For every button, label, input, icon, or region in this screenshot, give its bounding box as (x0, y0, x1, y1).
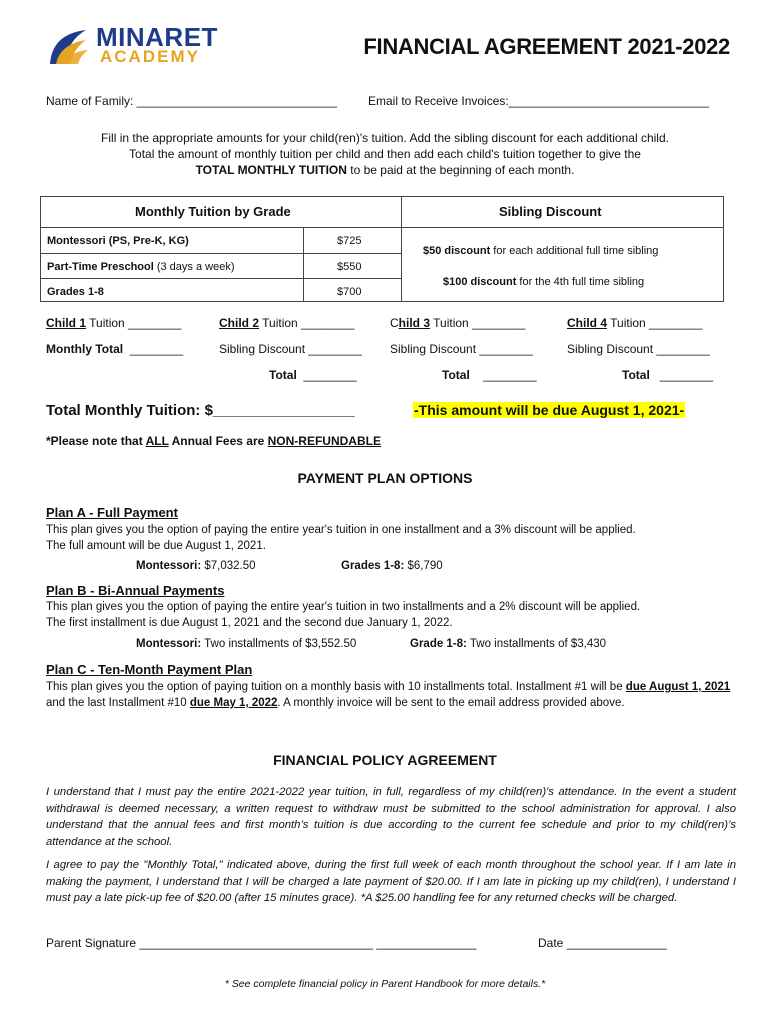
grade-row-montessori: Montessori (PS, Pre-K, KG) (47, 235, 189, 247)
policy-paragraph-2: I agree to pay the "Monthly Total," indicated above, during the first full week of each month throughout the school year. If I am late in making the payment, I understand that I will be charged a late payment of $20.00. If I am late in picking up my child(ren), I understand I must pay a late pick-up fee of $20.00 (after 15 minutes grace). *A $25.00 handling fee for any returned checks will be charged. (46, 859, 736, 904)
parent-signature-field[interactable]: Parent Signature ___________________________________ _______________ (46, 936, 477, 950)
plan-b-montessori: Montessori: Two installments of $3,552.50 (136, 638, 357, 650)
price-preschool: $550 (337, 261, 362, 273)
child-4-total[interactable]: Total ________ (622, 368, 714, 382)
email-field[interactable]: Email to Receive Invoices:______________________________ (368, 94, 709, 108)
academy-logo (46, 24, 236, 68)
plan-b-title: Plan B - Bi-Annual Payments (46, 583, 225, 598)
policy-paragraph-1: I understand that I must pay the entire 2021-2022 year tuition, in full, regardless of my child(ren)'s attendance. In the event a student withdrawal is deemed necessary, a written request to withdraw must be submitted to the school administration for approval. I also understand that the annual fees and first month’s tuition is due according to the current fee schedule and prior to my child(ren)’s attendance at the school. (46, 786, 736, 848)
grade-row-grades: Grades 1-8 (47, 286, 104, 298)
plan-b-text: This plan gives you the option of paying the entire year's tuition in two installments and a 2% discount will be applied. The first installment is due August 1, 2021 and the second due January 1, 2022. (46, 601, 641, 629)
intro-bold: TOTAL MONTHLY TUITION (195, 163, 347, 177)
payment-plan-title: PAYMENT PLAN OPTIONS (297, 470, 473, 486)
date-field[interactable]: Date _______________ (538, 936, 667, 950)
intro-line-2: Total the amount of monthly tuition per child and then add each child's tuition together to give the (129, 147, 641, 161)
page-title: FINANCIAL AGREEMENT 2021-2022 (363, 34, 730, 59)
discount-2: $100 discount for the 4th full time sibling (443, 276, 645, 288)
intro-line-1: Fill in the appropriate amounts for your child(ren)'s tuition. Add the sibling discount for each additional child. (101, 131, 669, 145)
logo-line-2: ACADEMY (100, 47, 200, 66)
footer-note: * See complete financial policy in Parent Handbook for more details.* (224, 978, 546, 990)
price-grades: $700 (337, 286, 362, 298)
plan-b-grades: Grade 1-8: Two installments of $3,430 (410, 638, 607, 650)
child-4-tuition[interactable]: Child 4 Tuition ________ (567, 316, 703, 330)
monthly-total-field[interactable]: Monthly Total ________ (46, 342, 184, 356)
discount-1: $50 discount for each additional full time sibling (423, 245, 659, 257)
intro-line-3 (40, 162, 730, 178)
plan-a-montessori: Montessori: $7,032.50 (136, 560, 256, 572)
plan-a-grades: Grades 1-8: $6,790 (341, 560, 443, 572)
child-2-tuition[interactable]: Child 2 Tuition ________ (219, 316, 355, 330)
child-3-tuition[interactable]: Child 3 Tuition ________ (390, 316, 526, 330)
child-2-sibling-discount[interactable]: Sibling Discount ________ (219, 342, 362, 356)
non-refundable-note: *Please note that ALL Annual Fees are NON-REFUNDABLE (46, 434, 381, 448)
tuition-table (40, 196, 724, 302)
child-3-sibling-discount[interactable]: Sibling Discount ________ (390, 342, 533, 356)
sibling-header: Sibling Discount (499, 204, 602, 219)
financial-policy-title: FINANCIAL POLICY AGREEMENT (273, 752, 497, 768)
logo-line-1: MINARET (96, 22, 218, 52)
child-1-tuition[interactable]: Child 1 Tuition ________ (46, 316, 182, 330)
total-monthly-tuition-field[interactable]: Total Monthly Tuition: $_________________ (46, 402, 355, 419)
intro-rest: to be paid at the beginning of each month. (346, 163, 575, 177)
child-3-total[interactable]: Total ________ (442, 368, 537, 382)
plan-c-title: Plan C - Ten-Month Payment Plan (46, 662, 253, 677)
due-date-highlight: -This amount will be due August 1, 2021- (414, 402, 685, 418)
plan-a-title: Plan A - Full Payment (46, 505, 178, 520)
plan-a-text: This plan gives you the option of paying the entire year's tuition in one installment and a 3% discount will be applied. The full amount will be due August 1, 2021. (46, 524, 636, 552)
minaret-logo-icon (46, 26, 94, 66)
plan-c-text: This plan gives you the option of paying tuition on a monthly basis with 10 installments total. Installment #1 will be due August 1, 2021 and the last Installment #10 due May 1, 2022. A monthly invoice will be sent to the email address provided above. (46, 681, 731, 709)
intro-text (40, 130, 730, 178)
child-2-total[interactable]: Total ________ (269, 368, 357, 382)
price-montessori: $725 (337, 235, 362, 247)
tuition-header: Monthly Tuition by Grade (135, 204, 291, 219)
grade-row-preschool: Part-Time Preschool (3 days a week) (47, 261, 235, 273)
family-name-field[interactable]: Name of Family: ______________________________ (46, 94, 337, 108)
child-4-sibling-discount[interactable]: Sibling Discount ________ (567, 342, 710, 356)
